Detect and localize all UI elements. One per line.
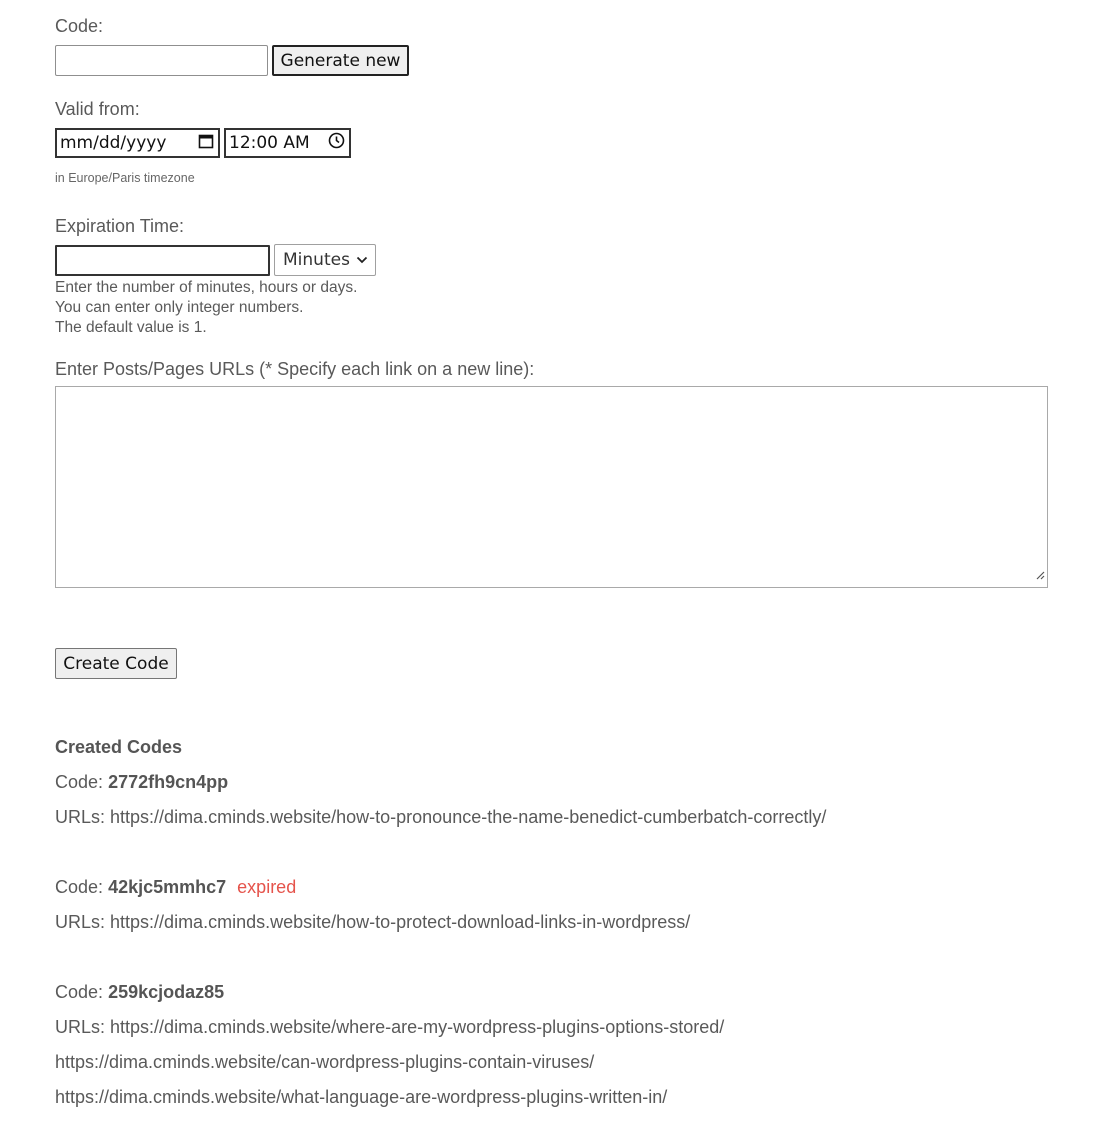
code-entry [55,982,224,1003]
expiration-unit-value: Minutes [283,250,350,270]
url-line: https://dima.cminds.website/what-language-are-wordpress-plugins-written-in/ [55,1087,668,1107]
url-text: https://dima.cminds.website/how-to-pronounce-the-name-benedict-cumberbatch-correctly/ [110,807,827,827]
date-input-text: mm/dd/yyyy [60,133,167,153]
expiration-hint [55,278,357,338]
hint-line: You can enter only integer numbers. [55,299,304,316]
valid-from-label: Valid from: [55,99,140,119]
timezone-note: in Europe/Paris timezone [55,171,195,185]
chevron-down-icon [356,256,368,264]
url-text: https://dima.cminds.website/where-are-my-wordpress-plugins-options-stored/ [110,1017,725,1037]
code-entry [55,772,228,793]
expiration-unit-select[interactable] [274,244,376,276]
urls-entry [55,912,690,933]
code-prefix: Code: [55,877,104,897]
created-codes-title: Created Codes [55,737,183,757]
urls-entry [55,807,826,828]
urls-textarea[interactable] [55,386,1048,588]
time-input-text: 12:00 AM [229,133,310,153]
urls-prefix: URLs: [55,1017,106,1037]
url-text: https://dima.cminds.website/how-to-protect-download-links-in-wordpress/ [110,912,691,932]
urls-prefix: URLs: [55,912,106,932]
url-line: https://dima.cminds.website/can-wordpress-plugins-contain-viruses/ [55,1052,595,1072]
date-input[interactable] [55,128,220,158]
code-value: 42kjc5mmhc7 [108,877,227,897]
code-label: Code: [55,16,104,36]
expired-badge: expired [237,877,297,897]
time-input[interactable] [224,128,351,158]
urls-prefix: URLs: [55,807,106,827]
urls-label: Enter Posts/Pages URLs (* Specify each link on a new line): [55,359,535,379]
code-value: 259kcjodaz85 [108,982,225,1002]
calendar-icon[interactable] [198,133,214,154]
clock-icon[interactable] [328,132,345,154]
hint-line: The default value is 1. [55,319,207,336]
code-value: 2772fh9cn4pp [108,772,229,792]
expiration-label: Expiration Time: [55,216,185,236]
expiration-input[interactable] [55,245,270,276]
create-code-button[interactable]: Create Code [55,648,177,679]
resize-handle-icon[interactable] [1035,567,1045,585]
generate-new-button[interactable]: Generate new [272,45,409,76]
code-prefix: Code: [55,982,104,1002]
urls-entry [55,1017,724,1038]
code-input[interactable] [55,45,268,76]
code-prefix: Code: [55,772,104,792]
hint-line: Enter the number of minutes, hours or days. [55,279,358,296]
code-entry [55,877,296,898]
